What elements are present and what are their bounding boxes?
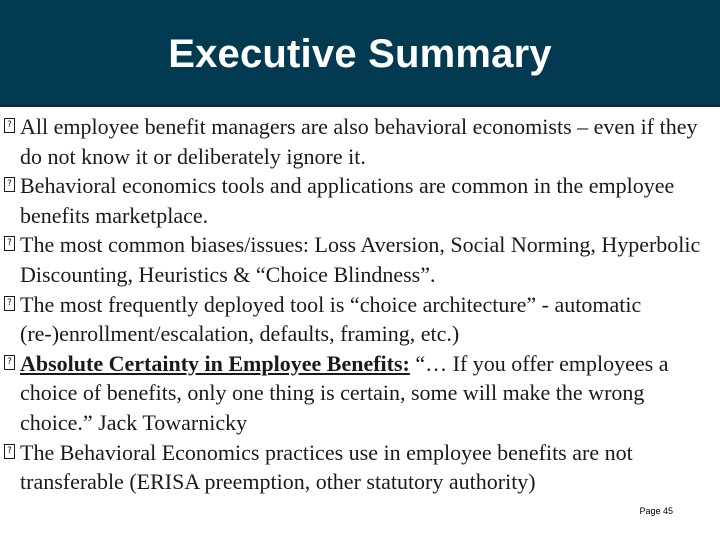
title-bar bbox=[0, 0, 720, 107]
bullet-text: All employee benefit managers are also behavioral economists – even if they do not know it or deliberately ignore it. bbox=[20, 114, 698, 169]
bullet-glyph-icon: ? bbox=[4, 177, 15, 192]
bullet-item bbox=[4, 290, 716, 349]
bullet-text: Behavioral economics tools and applications are common in the employee benefits marketplace. bbox=[20, 173, 675, 228]
bullet-text: The most common biases/issues: Loss Aversion, Social Norming, Hyperbolic Discounting, Heuristics & “Choice Blindness”. bbox=[20, 232, 701, 287]
bullet-list bbox=[4, 112, 716, 497]
bullet-glyph-icon: ? bbox=[4, 236, 15, 251]
bullet-text: “… If you offer employees a choice of benefits, only one thing is certain, some will make the wrong choice.” Jack Towarnicky bbox=[20, 350, 669, 435]
page-number: Page 45 bbox=[639, 506, 673, 516]
bullet-glyph-icon: ? bbox=[4, 296, 15, 311]
bullet-item bbox=[4, 438, 716, 497]
slide-title: Executive Summary bbox=[168, 32, 552, 76]
bullet-text: The Behavioral Economics practices use in employee benefits are not transferable (ERISA preemption, other statutory authority) bbox=[20, 439, 633, 495]
bullet-item bbox=[4, 349, 716, 438]
bullet-item bbox=[4, 171, 716, 230]
bullet-emphasis: Absolute Certainty in Employee Benefits: bbox=[20, 350, 410, 376]
bullet-glyph-icon: ? bbox=[4, 355, 15, 370]
bullet-item bbox=[4, 230, 716, 289]
bullet-glyph-icon: ? bbox=[4, 444, 15, 459]
bullet-text: The most frequently deployed tool is “choice architecture” - automatic (re-)enrollment/escalation, defaults, framing, etc.) bbox=[20, 291, 642, 347]
bullet-glyph-icon: ? bbox=[4, 118, 15, 133]
bullet-item bbox=[4, 112, 716, 171]
